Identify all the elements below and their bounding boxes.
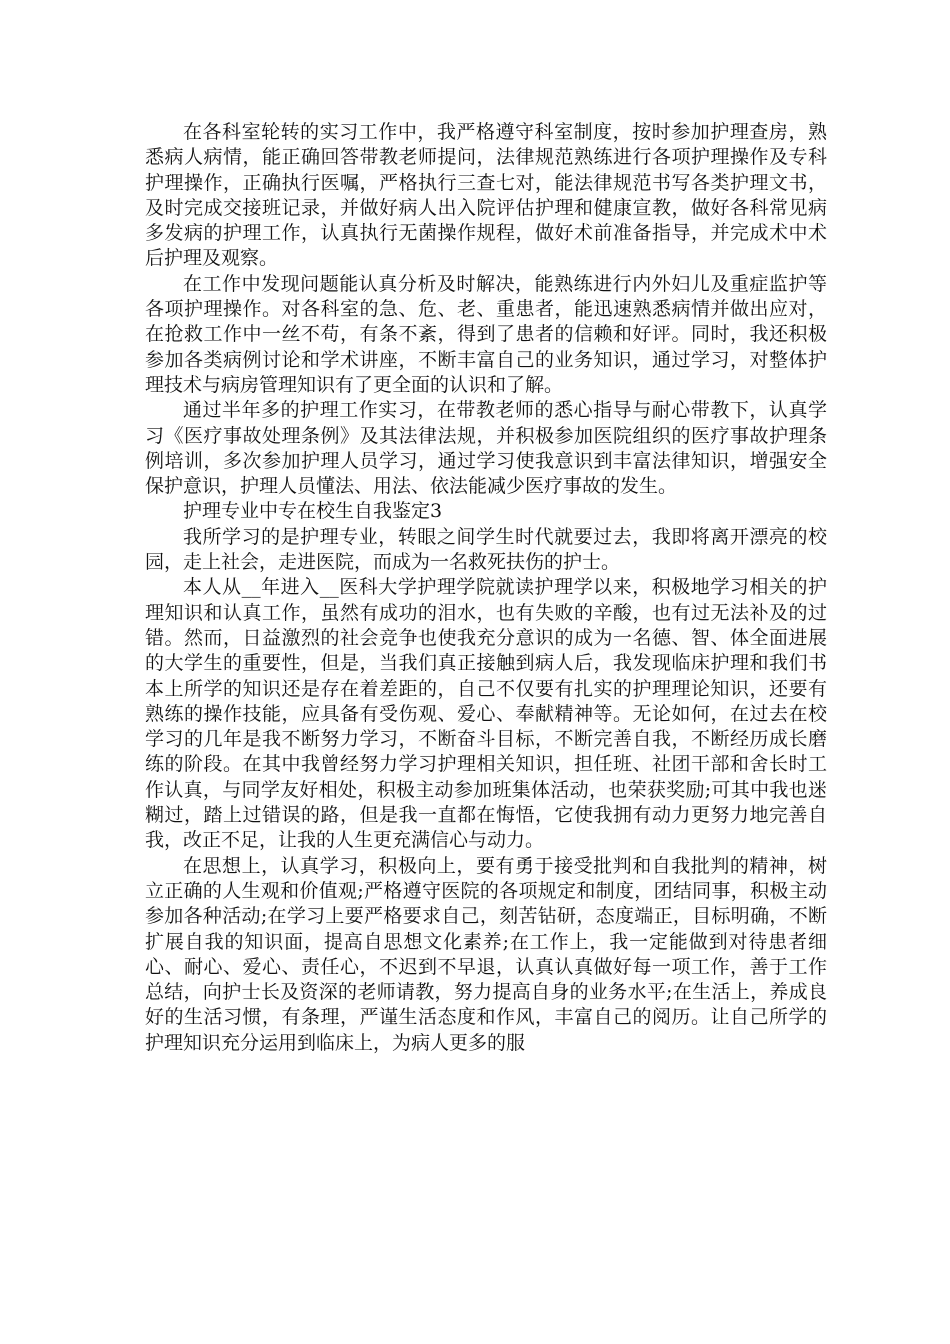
section-heading: 护理专业中专在校生自我鉴定3	[183, 500, 443, 523]
paragraph-legal-study: 通过半年多的护理工作实习，在带教老师的悉心指导与耐心带教下，认真学习《医疗事故处理条例》及其法律法规，并积极参加医院组织的医疗事故护理条例培训，多次参加护理人员学习，通过学习使我意识到丰富法律知识，增强安全保护意识，护理人员懂法、用法、依法能减少医疗事故的发生。	[145, 399, 827, 498]
paragraph-rotation-internship: 在各科室轮转的实习工作中，我严格遵守科室制度，按时参加护理查房，熟悉病人病情，能正确回答带教老师提问，法律规范熟练进行各项护理操作及专科护理操作，正确执行医嘱，严格执行三查七对，能法律规范书写各类护理文书，及时完成交接班记录，并做好病人出入院评估护理和健康宣教，做好各科常见病多发病的护理工作，认真执行无菌操作规程，做好术前准备指导，并完成术中术后护理及观察。	[145, 121, 827, 270]
paragraph-university-experience: 本人从__年进入__医科大学护理学院就读护理学以来，积极地学习相关的护理知识和认真工作，虽然有成功的泪水，也有失败的辛酸，也有过无法补及的过错。然而，日益激烈的社会竞争也使我充分意识的成为一名德、智、体全面进展的大学生的重要性，但是，当我们真正接触到病人后，我发现临床护理和我们书本上所学的知识还是存在着差距的，自己不仅要有扎实的护理理论知识，还要有熟练的操作技能，应具备有受伤观、爱心、奉献精神等。无论如何，在过去在校学习的几年是我不断努力学习，不断奋斗目标，不断完善自我，不断经历成长磨练的阶段。在其中我曾经努力学习护理相关知识，担任班、社团干部和舍长时工作认真，与同学友好相处，积极主动参加班集体活动，也荣获奖励;可其中我也迷糊过，踏上过错误的路，但是我一直都在悔悟，它使我拥有动力更努力地完善自我，改正不足，让我的人生更充满信心与动力。	[145, 576, 827, 852]
paragraph-goals: 在思想上，认真学习，积极向上，要有勇于接受批判和自我批判的精神，树立正确的人生观和价值观;严格遵守医院的各项规定和制度，团结同事，积极主动参加各种活动;在学习上要严格要求自己，刻苦钻研，态度端正，目标明确，不断扩展自我的知识面，提高自思想文化素养;在工作上，我一定能做到对待患者细心、耐心、爱心、责任心，不迟到不早退，认真认真做好每一项工作，善于工作总结，向护士长及资深的老师请教，努力提高自身的业务水平;在生活上，养成良好的生活习惯，有条理，严谨生活态度和作风，丰富自己的阅历。让自己所学的护理知识充分运用到临床上，为病人更多的服	[145, 854, 827, 1054]
document-page	[145, 120, 827, 1056]
paragraph-problem-solving: 在工作中发现问题能认真分析及时解决，能熟练进行内外妇儿及重症监护等各项护理操作。对各科室的急、危、老、重患者，能迅速熟悉病情并做出应对，在抢救工作中一丝不苟，有条不紊，得到了患者的信赖和好评。同时，我还积极参加各类病例讨论和学术讲座，不断丰富自己的业务知识，通过学习，对整体护理技术与病房管理知识有了更全面的认识和了解。	[145, 272, 827, 396]
paragraph-nursing-major: 我所学习的是护理专业，转眼之间学生时代就要过去，我即将离开漂亮的校园，走上社会，走进医院，而成为一名救死扶伤的护士。	[145, 525, 827, 574]
